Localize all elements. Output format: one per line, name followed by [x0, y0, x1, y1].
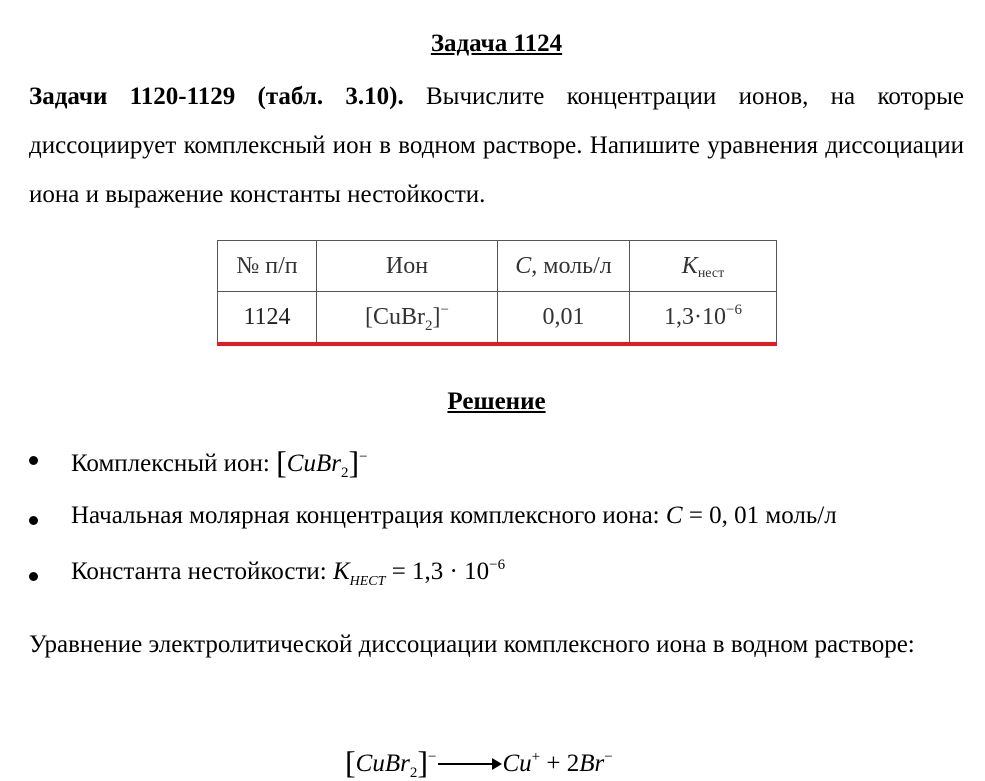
table-header-row	[218, 241, 777, 292]
bullet-icon	[29, 456, 38, 465]
header-k-sub: нест	[697, 265, 725, 281]
data-table	[217, 240, 777, 346]
formula: CuBr	[286, 450, 341, 477]
formula-sub: 2	[340, 465, 349, 481]
cell-k	[630, 292, 777, 345]
header-num: № п/п	[218, 241, 317, 292]
header-concentration	[498, 241, 630, 292]
task-statement	[29, 72, 964, 219]
cell-ion-sub: 2	[425, 317, 433, 334]
arrow-icon	[438, 763, 500, 765]
eq-right-2-charge: −	[604, 749, 613, 765]
formula-var: K	[332, 558, 350, 585]
bullet-label: Начальная молярная концентрация комплексного иона:	[71, 502, 666, 529]
bracket-open: [	[345, 744, 356, 780]
header-k-var: K	[681, 252, 698, 279]
table-row	[218, 292, 777, 345]
formula-var: C	[665, 502, 683, 529]
cell-ion-main: [CuBr	[365, 303, 426, 330]
header-ion: Ион	[317, 241, 498, 292]
cell-concentration: 0,01	[498, 292, 630, 345]
solution-title: Решение	[447, 388, 546, 415]
bullet-icon	[29, 572, 38, 581]
formula-charge: −	[359, 449, 368, 465]
cell-k-exp: −6	[726, 301, 742, 318]
eq-right-2: Br	[579, 750, 605, 777]
task-title: Задача 1124	[430, 30, 563, 57]
eq-left-charge: −	[428, 749, 437, 765]
cell-ion-charge: −	[440, 301, 449, 318]
cell-ion-close: ]	[432, 303, 441, 330]
dissociation-paragraph: Уравнение электролитической диссоциации комплексного иона в водном растворе:	[29, 631, 915, 658]
header-k	[630, 241, 777, 292]
task-statement-bold: Задачи 1120-1129 (табл. 3.10).	[29, 83, 404, 110]
eq-left-sub: 2	[409, 765, 418, 781]
bullet-text	[71, 442, 368, 479]
bullet-label: Комплексный ион:	[71, 450, 277, 477]
bracket-close: ]	[348, 444, 360, 480]
formula-sub: НЕСТ	[349, 574, 386, 589]
cell-ion	[317, 292, 498, 345]
bracket-open: [	[276, 444, 287, 480]
task-statement-text: Вычислите концентрации ионов, на которые диссоциирует комплексный ион в водном растворе. Напишите уравнения диссоциации иона и выражение константы нестойкости.	[29, 83, 964, 208]
formula-value: = 1,3 · 10	[385, 558, 490, 585]
eq-plus: + 2	[540, 750, 580, 777]
cell-k-mant: 1,3·10	[664, 303, 727, 330]
formula-value: = 0, 01 моль/л	[682, 502, 837, 529]
header-concentration-var: C	[515, 252, 532, 279]
bracket-close: ]	[417, 744, 428, 780]
dissociation-equation	[345, 742, 613, 779]
cell-num: 1124	[218, 292, 317, 345]
bullet-label: Константа нестойкости:	[71, 558, 333, 585]
formula-exp: −6	[489, 557, 506, 573]
bullet-text	[71, 557, 506, 589]
header-concentration-unit: , моль/л	[531, 252, 612, 279]
eq-left: CuBr	[355, 750, 410, 777]
bullet-text	[71, 502, 837, 530]
eq-right-1-charge: +	[531, 749, 541, 765]
eq-right-1: Cu	[502, 750, 532, 777]
bullet-icon	[29, 516, 38, 525]
